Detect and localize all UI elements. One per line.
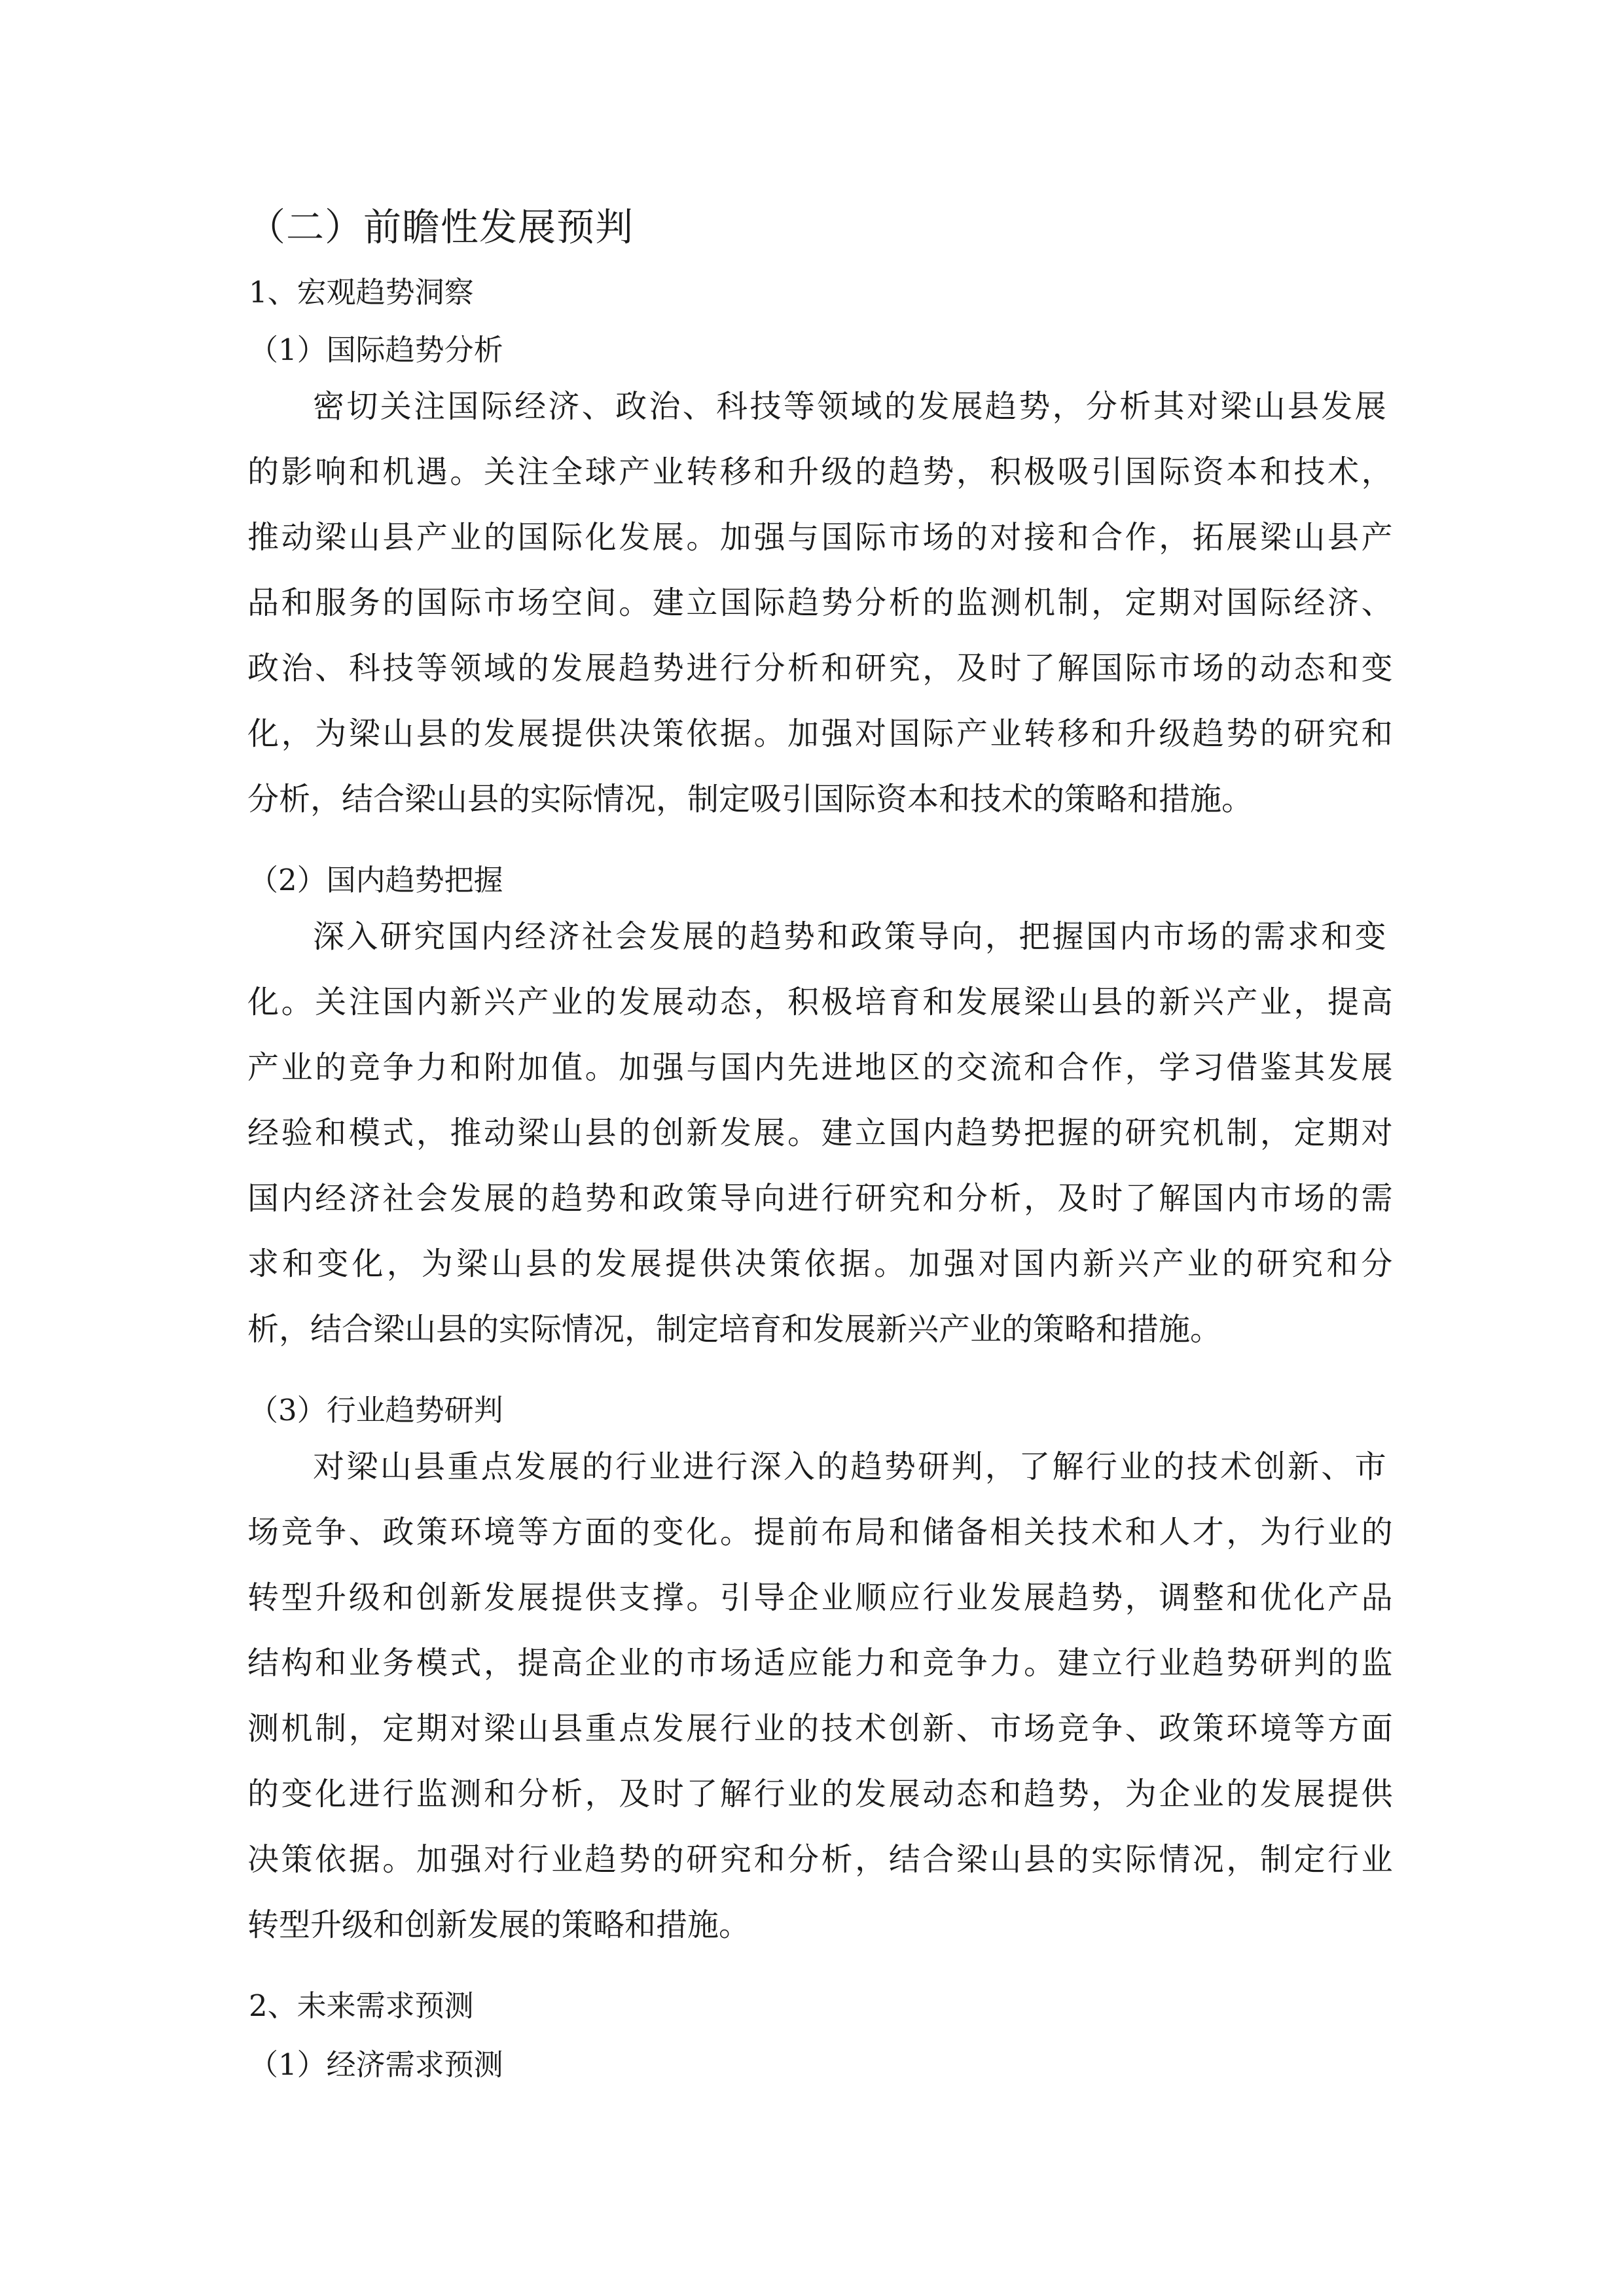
paragraph-line: 产 业 的 竞 争 力 和 附 加 值 。 加 强 与 国 内 先 进 地 区 的 交 流 和 合 作 ， 学 习 借 鉴 其 发 展	[247, 1049, 1393, 1086]
item-heading-industry: （3）行业趋势研判	[249, 1393, 503, 1427]
paragraph-line: 的 变 化 进 行 监 测 和 分 析 ， 及 时 了 解 行 业 的 发 展 动 态 和 趋 势 ， 为 企 业 的 发 展 提 供	[247, 1776, 1393, 1812]
item-heading-international: （1）国际趋势分析	[249, 332, 503, 367]
paragraph-line: 对 梁 山 县 重 点 发 展 的 行 业 进 行 深 入 的 趋 势 研 判 ， 了 解 行 业 的 技 术 创 新 、 市	[313, 1448, 1386, 1485]
paragraph-line: 的 影 响 和 机 遇 。 关 注 全 球 产 业 转 移 和 升 级 的 趋 势 ， 积 极 吸 引 国 际 资 本 和 技 术 ，	[247, 454, 1393, 490]
paragraph-line: 经 验 和 模 式 ， 推 动 梁 山 县 的 创 新 发 展 。 建 立 国 内 趋 势 把 握 的 研 究 机 制 ， 定 期 对	[247, 1115, 1393, 1151]
paragraph-line: 化 ， 为 梁 山 县 的 发 展 提 供 决 策 依 据 。 加 强 对 国 际 产 业 转 移 和 升 级 趋 势 的 研 究 和	[247, 715, 1393, 752]
paragraph-line: 政 治 、 科 技 等 领 域 的 发 展 趋 势 进 行 分 析 和 研 究 ， 及 时 了 解 国 际 市 场 的 动 态 和 变	[247, 650, 1393, 687]
item-heading-economic-demand: （1）经济需求预测	[249, 2047, 503, 2082]
paragraph-line: 国 内 经 济 社 会 发 展 的 趋 势 和 政 策 导 向 进 行 研 究 和 分 析 ， 及 时 了 解 国 内 市 场 的 需	[247, 1180, 1393, 1217]
paragraph-line: 析，结合梁山县的实际情况，制定培育和发展新兴产业的策略和措施。	[247, 1311, 1222, 1348]
paragraph-line: 密 切 关 注 国 际 经 济 、 政 治 、 科 技 等 领 域 的 发 展 趋 势 ， 分 析 其 对 梁 山 县 发 展	[313, 388, 1386, 425]
section-title: （二）前瞻性发展预判	[247, 205, 634, 249]
paragraph-line: 推 动 梁 山 县 产 业 的 国 际 化 发 展 。 加 强 与 国 际 市 场 的 对 接 和 合 作 ， 拓 展 梁 山 县 产	[247, 519, 1393, 556]
paragraph-line: 测 机 制 ， 定 期 对 梁 山 县 重 点 发 展 行 业 的 技 术 创 新 、 市 场 竞 争 、 政 策 环 境 等 方 面	[247, 1710, 1393, 1747]
paragraph-line: 转型升级和创新发展的策略和措施。	[247, 1907, 751, 1943]
paragraph-line: 求 和 变 化 ， 为 梁 山 县 的 发 展 提 供 决 策 依 据 。 加 强 对 国 内 新 兴 产 业 的 研 究 和 分	[247, 1246, 1393, 1282]
paragraph-line: 品 和 服 务 的 国 际 市 场 空 间 。 建 立 国 际 趋 势 分 析 的 监 测 机 制 ， 定 期 对 国 际 经 济 、	[247, 584, 1393, 621]
paragraph-line: 深 入 研 究 国 内 经 济 社 会 发 展 的 趋 势 和 政 策 导 向 ， 把 握 国 内 市 场 的 需 求 和 变	[313, 918, 1386, 955]
paragraph-line: 转 型 升 级 和 创 新 发 展 提 供 支 撑 。 引 导 企 业 顺 应 行 业 发 展 趋 势 ， 调 整 和 优 化 产 品	[247, 1579, 1393, 1616]
paragraph-line: 分析，结合梁山县的实际情况，制定吸引国际资本和技术的策略和措施。	[247, 781, 1254, 817]
paragraph-line: 结 构 和 业 务 模 式 ， 提 高 企 业 的 市 场 适 应 能 力 和 竞 争 力 。 建 立 行 业 趋 势 研 判 的 监	[247, 1645, 1393, 1681]
subsection-title-1: 1、宏观趋势洞察	[249, 275, 474, 310]
subsection-title-2: 2、未来需求预测	[249, 1988, 474, 2023]
paragraph-line: 化 。 关 注 国 内 新 兴 产 业 的 发 展 动 态 ， 积 极 培 育 和 发 展 梁 山 县 的 新 兴 产 业 ， 提 高	[247, 984, 1393, 1020]
paragraph-line: 决 策 依 据 。 加 强 对 行 业 趋 势 的 研 究 和 分 析 ， 结 合 梁 山 县 的 实 际 情 况 ， 制 定 行 业	[247, 1841, 1393, 1878]
paragraph-line: 场 竞 争 、 政 策 环 境 等 方 面 的 变 化 。 提 前 布 局 和 储 备 相 关 技 术 和 人 才 ， 为 行 业 的	[247, 1514, 1393, 1551]
item-heading-domestic: （2）国内趋势把握	[249, 863, 503, 897]
